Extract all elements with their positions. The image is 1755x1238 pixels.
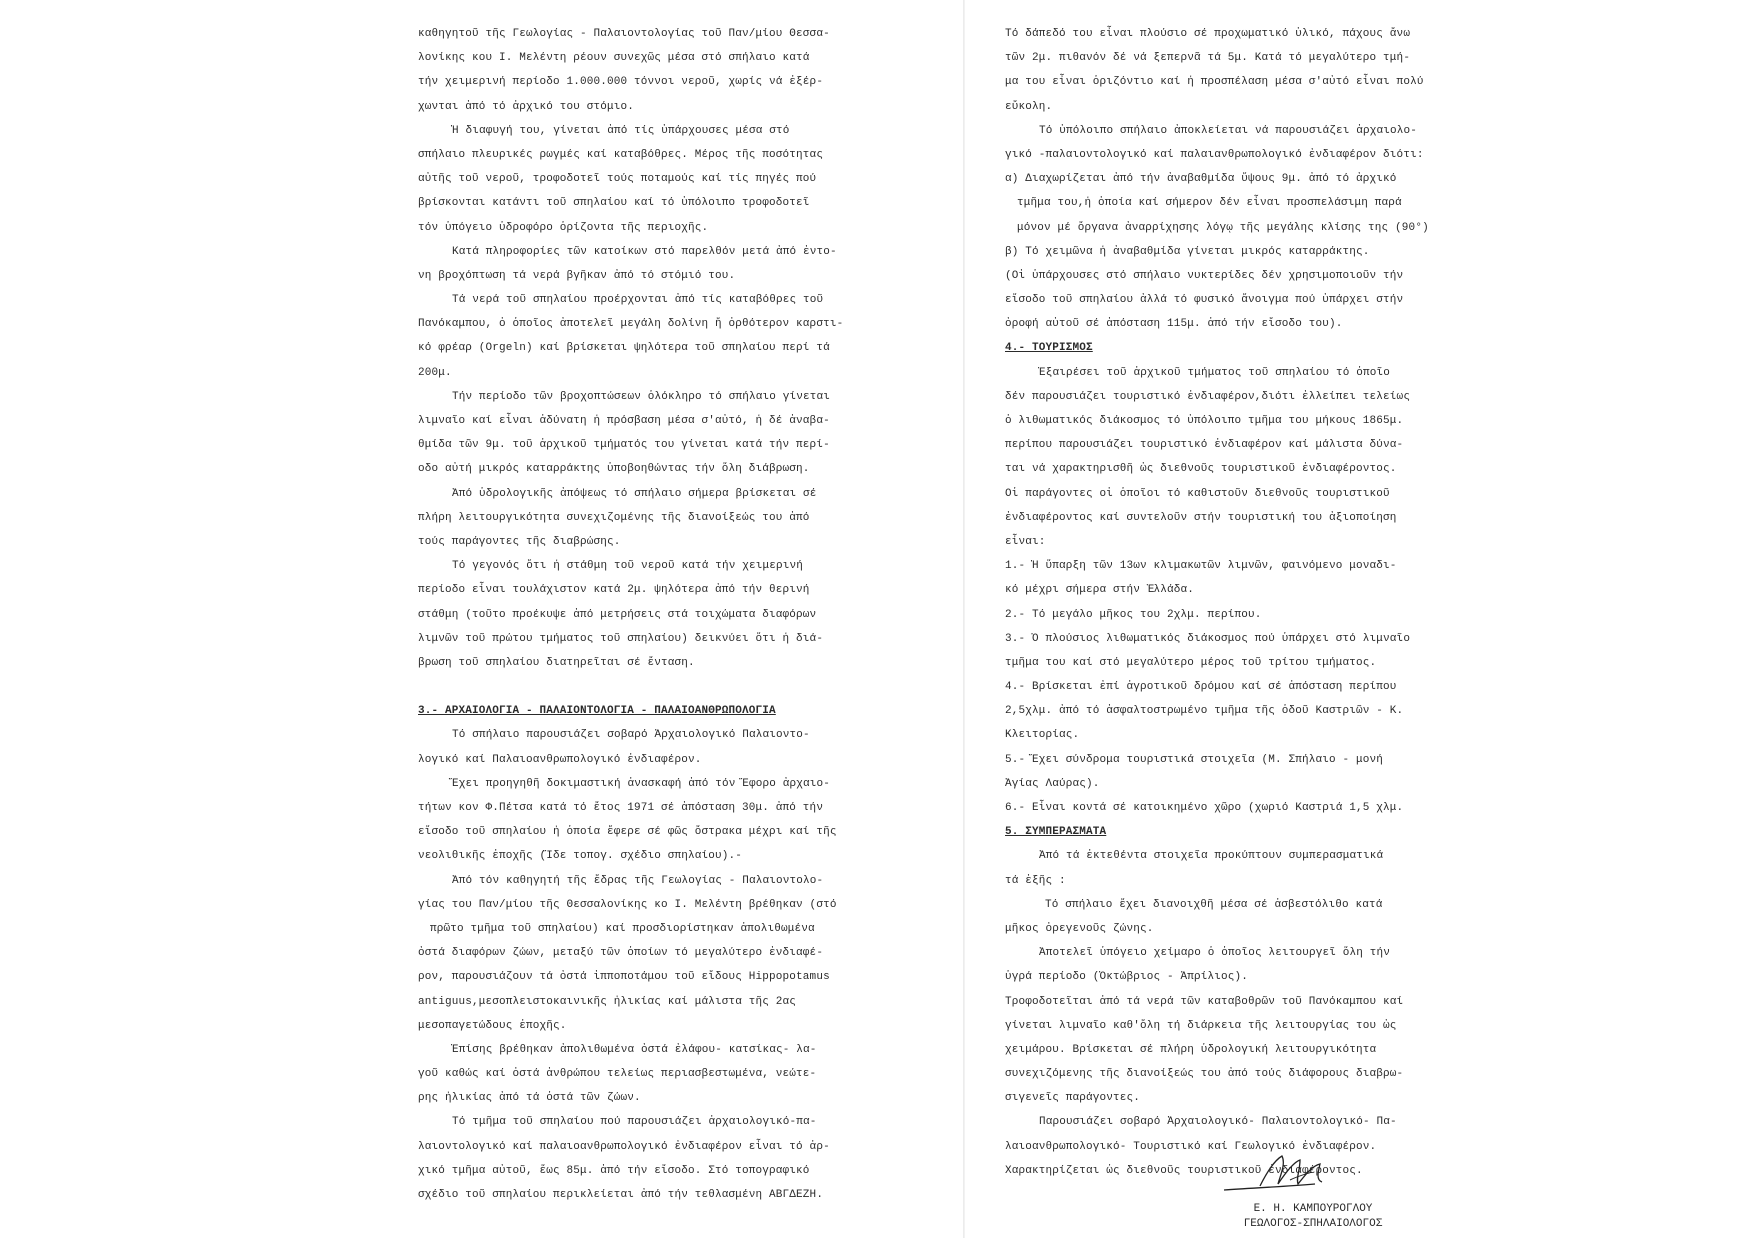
text-line: Ἐπίσης βρέθηκαν ἀπολιθωμένα ὀστά ἐλάφου- κατσίκας- λα- (452, 1043, 817, 1056)
text-line: λιμναῖο καί εἶναι ἀδύνατη ἡ πρόσβαση μέσα σ'αὐτό, ἡ δέ ἀναβα- (418, 415, 830, 427)
text-line: γικό -παλαιοντολογικό καί παλαιανθρωπολογικό ἐνδιαφέρον διότι: (1005, 148, 1424, 161)
text-line: Τό σπήλαιο παρουσιάζει σοβαρό Ἀρχαιολογικό Παλαιοντο- (452, 729, 810, 742)
text-line: συνεχιζόμενης τῆς διανοίξεώς του ἀπό τούς διάφορους διαβρω- (1005, 1068, 1404, 1081)
right-column-text (1005, 22, 1505, 1183)
text-line: ὑγρά περίοδο (Ὀκτώβριος - Ἀπρίλιος). (1005, 971, 1249, 984)
text-line: Τό τμῆμα τοῦ σπηλαίου πού παρουσιάζει ἀρχαιολογικό-πα- (452, 1116, 817, 1129)
text-line: περίοδο εἶναι τουλάχιστον κατά 2μ. ψηλότερα ἀπό τήν θερινή (418, 584, 810, 597)
text-line: Ἐξαιρέσει τοῦ ἀρχικοῦ τμήματος τοῦ σπηλαίου τό ὁποῖο (1039, 366, 1391, 379)
text-line: καθηγητοῦ τῆς Γεωλογίας - Παλαιοντολογίας τοῦ Παν/μίου Θεσσα- (418, 28, 830, 40)
text-line: τμῆμα του καί στό μεγαλύτερο μέρος τοῦ τρίτου τμήματος. (1005, 656, 1377, 669)
text-line: Ἡ διαφυγή του, γίνεται ἀπό τίς ὑπάρχουσες μέσα στό (452, 124, 790, 137)
text-line: σχέδιο τοῦ σπηλαίου περικλείεται ἀπό τήν τεθλασμένη ΑΒΓΔΕΖΗ. (418, 1189, 824, 1201)
text-line: 2,5χλμ. ἀπό τό ἀσφαλτοστρωμένο τμῆμα τῆς ὁδοῦ Καστριῶν - Κ. (1005, 705, 1404, 718)
text-line: α) Διαχωρίζεται ἀπό τήν ἀναβαθμίδα ὕψους 9μ. ἀπό τό ἀρχικό (1005, 173, 1397, 186)
text-line: οδο αὐτή μικρός καταρράκτης ὑποβοηθώντας τήν ὅλη διάβρωση. (418, 463, 810, 476)
signatory-name: Ε. Η. ΚΑΜΠΟΥΡΟΓΛΟΥ (1253, 1203, 1373, 1215)
handwritten-signature (1220, 1150, 1370, 1198)
text-line: 2.- Τό μεγάλο μῆκος του 2χλμ. περίπου. (1005, 608, 1262, 621)
text-line: (Οἱ ὑπάρχουσες στό σπήλαιο νυκτερίδες δέν χρησιμοποιοῦν τήν (1005, 269, 1404, 282)
text-line: εἶναι: (1005, 535, 1046, 548)
section-heading: 4.- ΤΟΥΡΙΣΜΟΣ (1005, 342, 1093, 355)
text-line: Ἀπό τόν καθηγητή τῆς ἕδρας τῆς Γεωλογίας - Παλαιοντολο- (452, 874, 824, 887)
text-line: ὁ λιθωματικός διάκοσμος τό ὑπόλοιπο τμῆμα του μήκους 1865μ. (1005, 415, 1404, 427)
text-line: πρῶτο τμῆμα τοῦ σπηλαίου) καί προσδιορίστηκαν ἀπολιθωμένα (430, 922, 815, 935)
text-line: γίνεται λιμναῖο καθ'ὅλη τή διάρκεια τῆς λειτουργίας του ὡς (1005, 1019, 1397, 1032)
text-line: ρης ἡλικίας ἀπό τά ὀστά τῶν ζώων. (418, 1092, 641, 1105)
text-line: τά ἑξῆς : (1005, 874, 1066, 887)
text-line: λογικό καί Παλαιοανθρωπολογικό ἐνδιαφέρον. (418, 753, 702, 766)
text-line: τούς παράγοντες τῆς διαβρώσης. (418, 535, 621, 548)
text-line: μα του εἶναι ὁριζόντιο καί ἡ προσπέλαση μέσα σ'αὐτό εἶναι πολύ (1005, 76, 1424, 89)
text-line: μεσοπαγετώδους ἐποχῆς. (418, 1019, 567, 1032)
text-line (418, 675, 886, 699)
text-line: Τά νερά τοῦ σπηλαίου προέρχονται ἀπό τίς καταβόθρες τοῦ (452, 294, 824, 307)
text-line: εὔκολη. (1005, 100, 1053, 113)
text-line: μόνον μέ ὄργανα ἀναρρίχησης λόγῳ τῆς μεγάλης κλίσης της (90°) (1017, 221, 1429, 234)
text-line: ὀροφή αὐτοῦ σέ ἀπόσταση 115μ. ἀπό τήν εἴσοδο του). (1005, 318, 1343, 331)
text-line: Ἀπό ὑδρολογικῆς ἀπόψεως τό σπήλαιο σήμερα βρίσκεται σέ (452, 487, 817, 500)
text-line: 6.- Εἶναι κοντά σέ κατοικημένο χῶρο (χωριό Καστριά 1,5 χλμ. (1005, 802, 1404, 814)
text-line: Τό ὑπόλοιπο σπήλαιο ἀποκλείεται νά παρουσιάζει ἀρχαιολο- (1039, 124, 1418, 137)
text-line: τήτων κον Φ.Πέτσα κατά τό ἔτος 1971 σέ ἀπόσταση 30μ. ἀπό τήν (418, 802, 824, 814)
text-line: βρωση τοῦ σπηλαίου διατηρεῖται σέ ἔνταση. (418, 656, 695, 669)
text-line: antiguus,μεσοπλειστοκαινικῆς ἡλικίας καί μάλιστα τῆς 2ας (418, 995, 797, 1008)
text-line: 1.- Ἡ ὕπαρξη τῶν 13ων κλιμακωτῶν λιμνῶν, φαινόμενο μοναδι- (1005, 560, 1397, 573)
text-line: νη βροχόπτωση τά νερά βγῆκαν ἀπό τό στόμιό του. (418, 269, 736, 282)
text-line: χωνται ἀπό τό ἀρχικό του στόμιο. (418, 100, 635, 113)
text-line: λαιοανθρωπολογικό- Τουριστικό καί Γεωλογικό ἐνδιαφέρον. (1005, 1140, 1377, 1153)
signature-block (1218, 1202, 1408, 1232)
text-line: β) Τό χειμῶνα ἡ ἀναβαθμίδα γίνεται μικρός καταρράκτης. (1005, 245, 1370, 258)
text-line: Οἱ παράγοντες οἱ ὁποῖοι τό καθιστοῦν διεθνοῦς τουριστικοῦ (1005, 487, 1390, 500)
text-line: Κλειτορίας. (1005, 729, 1080, 742)
text-line: πλήρη λειτουργικότητα συνεχιζομένης τῆς διανοίξεώς του ἀπό (418, 511, 810, 524)
text-line: ται νά χαρακτηρισθῆ ὡς διεθνοῦς τουριστικοῦ ἐνδιαφέροντος. (1005, 463, 1397, 476)
text-line: γοῦ καθώς καί ὀστά ἀνθρώπου τελείως περιασβεστωμένα, νεώτε- (418, 1068, 817, 1081)
text-line: κό φρέαρ (Orgeln) καί βρίσκεται ψηλότερα τοῦ σπηλαίου περί τά (418, 342, 830, 355)
text-line: νεολιθικῆς ἐποχῆς (Ἴδε τοπογ. σχέδιο σπηλαίου).- (418, 850, 743, 863)
text-line: 4.- Βρίσκεται ἐπί ἀγροτικοῦ δρόμου καί σέ ἀπόσταση περίπου (1005, 681, 1397, 694)
text-line: βρίσκονται κατάντι τοῦ σπηλαίου καί τό ὑπόλοιπο τροφοδοτεῖ (418, 197, 810, 210)
text-line: εἴσοδο τοῦ σπηλαίου ἀλλά τό φυσικό ἄνοιγμα πού ὑπάρχει στήν (1005, 294, 1404, 307)
left-column-text (418, 22, 886, 1207)
text-line: λιμνῶν τοῦ πρώτου τμήματος τοῦ σπηλαίου) δεικνύει ὅτι ἡ διά- (418, 632, 824, 645)
text-line: Τροφοδοτεῖται ἀπό τά νερά τῶν καταβοθρῶν τοῦ Πανόκαμπου καί (1005, 995, 1404, 1008)
text-line: μῆκος ὀρεγενοῦς ζώνης. (1005, 922, 1154, 935)
text-line: χικό τμῆμα αὐτοῦ, ἕως 85μ. ἀπό τήν εἴσοδο. Στό τοπογραφικό (418, 1164, 810, 1177)
text-line: σιγενεῖς παράγοντες. (1005, 1092, 1141, 1105)
text-line: Τό δάπεδό του εἶναι πλούσιο σέ προχωματικό ὑλικό, πάχους ἄνω (1005, 28, 1411, 40)
text-line: 200μ. (418, 366, 452, 379)
text-line: εἴσοδο τοῦ σπηλαίου ἡ ὁποία ἔφερε σέ φῶς ὄστρακα μέχρι καί τῆς (418, 826, 837, 839)
text-line: σπήλαιο πλευρικές ρωγμές καί καταβόθρες. Μέρος τῆς ποσότητας (418, 148, 824, 161)
text-line: Ἀποτελεῖ ὑπόγειο χείμαρο ὁ ὁποῖος λειτουργεῖ ὅλη τήν (1039, 947, 1391, 960)
text-line: Πανόκαμπου, ὁ ὁποῖος ἀποτελεῖ μεγάλη δολίνη ἤ ὀρθότερον καρστι- (418, 318, 844, 331)
section-heading: 5. ΣΥΜΠΕΡΑΣΜΑΤΑ (1005, 826, 1107, 839)
text-line: λαιοντολογικό καί παλαιοανθρωπολογικό ἐνδιαφέρον εἶναι τό ἀρ- (418, 1140, 830, 1153)
text-line: δέν παρουσιάζει τουριστικό ἐνδιαφέρον,διότι ἐλλείπει τελείως (1005, 390, 1411, 403)
text-line: 3.- Ὁ πλούσιος λιθωματικός διάκοσμος πού ὑπάρχει στό λιμναῖο (1005, 632, 1411, 645)
text-line: Ἔχει προηγηθῆ δοκιμαστική ἀνασκαφή ἀπό τόν Ἔφορο ἀρχαιο- (452, 777, 831, 790)
text-line: Παρουσιάζει σοβαρό Ἀρχαιολογικό- Παλαιοντολογικό- Πα- (1039, 1116, 1397, 1129)
text-line: τόν ὑπόγειο ὑδροφόρο ὁρίζοντα τῆς περιοχῆς. (418, 221, 709, 234)
text-line: Κατά πληροφορίες τῶν κατοίκων στό παρελθόν μετά ἀπό ἐντο- (452, 245, 837, 258)
text-line: Τήν περίοδο τῶν βροχοπτώσεων ὁλόκληρο τό σπήλαιο γίνεται (452, 390, 831, 403)
text-line: Χαρακτηρίζεται ὡς διεθνοῦς τουριστικοῦ ἐνδιαφέροντος. (1005, 1164, 1363, 1177)
text-line: Ἁγίας Λαύρας). (1005, 777, 1100, 790)
text-line: θμίδα τῶν 9μ. τοῦ ἀρχικοῦ τμήματός του γίνεται κατά τήν περί- (418, 439, 830, 452)
text-line: τῶν 2μ. πιθανόν δέ νά ξεπερνᾶ τά 5μ. Κατά τό μεγαλύτερο τμή- (1005, 52, 1411, 65)
text-line: Ἀπό τά ἐκτεθέντα στοιχεῖα προκύπτουν συμπερασματικά (1039, 850, 1384, 863)
text-line: κό μέχρι σήμερα στήν Ἑλλάδα. (1005, 584, 1195, 597)
section-heading: 3.- ΑΡΧΑΙΟΛΟΓΙΑ - ΠΑΛΑΙΟΝΤΟΛΟΓΙΑ - ΠΑΛΑΙΟΑΝΘΡΩΠΟΛΟΓΙΑ (418, 705, 776, 718)
signatory-title: ΓΕΩΛΟΓΟΣ-ΣΠΗΛΑΙΟΛΟΓΟΣ (1243, 1218, 1383, 1230)
text-line: ρον, παρουσιάζουν τά ὀστά ἱπποποτάμου τοῦ εἴδους Hippopotamus (418, 971, 830, 984)
text-line: λονίκης κου Ι. Μελέντη ρέουν συνεχῶς μέσα στό σπήλαιο κατά (418, 52, 810, 65)
text-line: Τό σπήλαιο ἔχει διανοιχθῆ μέσα σέ ἀσβεστόλιθο κατά (1045, 898, 1383, 911)
text-line: ἐνδιαφέροντος καί συντελοῦν στήν τουριστική του ἀξιοποίηση (1005, 511, 1397, 524)
text-line: χειμάρου. Βρίσκεται σέ πλήρη ὑδρολογική λειτουργικότητα (1005, 1043, 1377, 1056)
text-line: ὀστά διαφόρων ζώων, μεταξύ τῶν ὁποίων τό μεγαλύτερο ἐνδιαφέ- (418, 947, 824, 960)
text-line: 5.- Ἔχει σύνδρομα τουριστικά στοιχεῖα (Μ. Σπήλαιο - μονή (1005, 753, 1384, 766)
right-page (965, 0, 1755, 1238)
text-line: Τό γεγονός ὅτι ἡ στάθμη τοῦ νεροῦ κατά τήν χειμερινή (452, 560, 804, 573)
text-line: τήν χειμερινή περίοδο 1.000.000 τόννοι νεροῦ, χωρίς νά ἐξέρ- (418, 76, 824, 89)
text-line: τμῆμα του,ἡ ὁποία καί σήμερον δέν εἶναι προσπελάσιμη παρά (1017, 197, 1402, 210)
text-line: γίας του Παν/μίου τῆς Θεσσαλονίκης κο Ι. Μελέντη βρέθηκαν (στό (418, 898, 837, 911)
text-line: στάθμη (τοῦτο προέκυψε ἀπό μετρήσεις στά τοιχώματα διαφόρων (418, 608, 817, 621)
text-line: αὐτῆς τοῦ νεροῦ, τροφοδοτεῖ τούς ποταμούς καί τίς πηγές πού (418, 173, 817, 186)
text-line: περίπου παρουσιάζει τουριστικό ἐνδιαφέρον καί μάλιστα δύνα- (1005, 439, 1404, 452)
